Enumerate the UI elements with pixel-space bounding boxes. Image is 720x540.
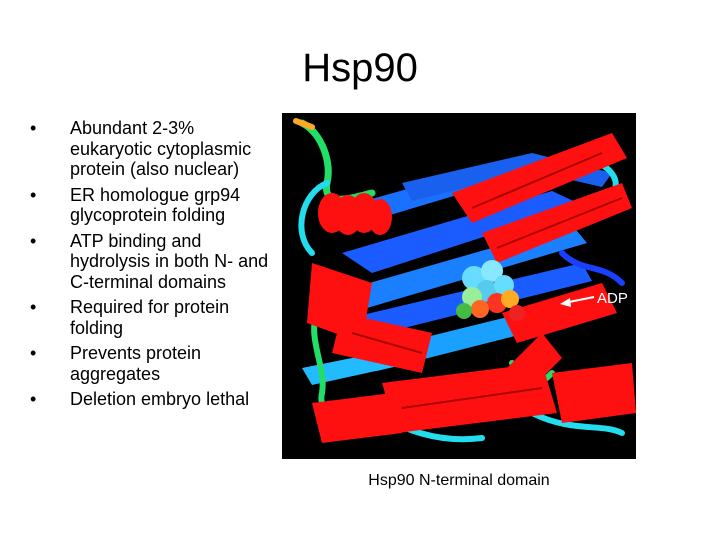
slide-title: Hsp90 — [302, 46, 418, 90]
bullet-text: Abundant 2-3% eukaryotic cytoplasmic protein (also nuclear) — [70, 118, 252, 179]
bullet-marker: • — [30, 230, 37, 251]
bullet-list — [30, 118, 280, 415]
bullet-marker: • — [30, 184, 37, 205]
bullet-item — [30, 389, 280, 410]
adp-label: ADP — [597, 290, 628, 307]
protein-structure-figure — [282, 113, 636, 459]
bullet-item — [30, 231, 280, 293]
figure-caption: Hsp90 N-terminal domain — [368, 472, 550, 489]
bullet-marker: • — [30, 389, 37, 409]
bullet-marker: • — [30, 343, 37, 363]
bullet-marker: • — [30, 297, 37, 317]
bullet-item — [30, 343, 280, 384]
bullet-text: ATP binding and hydrolysis in both N- and C-terminal domains — [70, 230, 269, 292]
protein-ribbon-render — [282, 113, 636, 459]
bullet-item — [30, 185, 280, 226]
bullet-text: ER homologue grp94 glycoprotein folding — [70, 184, 241, 225]
bullet-item — [30, 297, 280, 338]
bullet-item — [30, 118, 280, 180]
bullet-text: Deletion embryo lethal — [70, 389, 250, 409]
bullet-text: Prevents protein aggregates — [70, 343, 202, 384]
bullet-marker: • — [30, 118, 37, 138]
bullet-text: Required for protein folding — [70, 297, 230, 338]
